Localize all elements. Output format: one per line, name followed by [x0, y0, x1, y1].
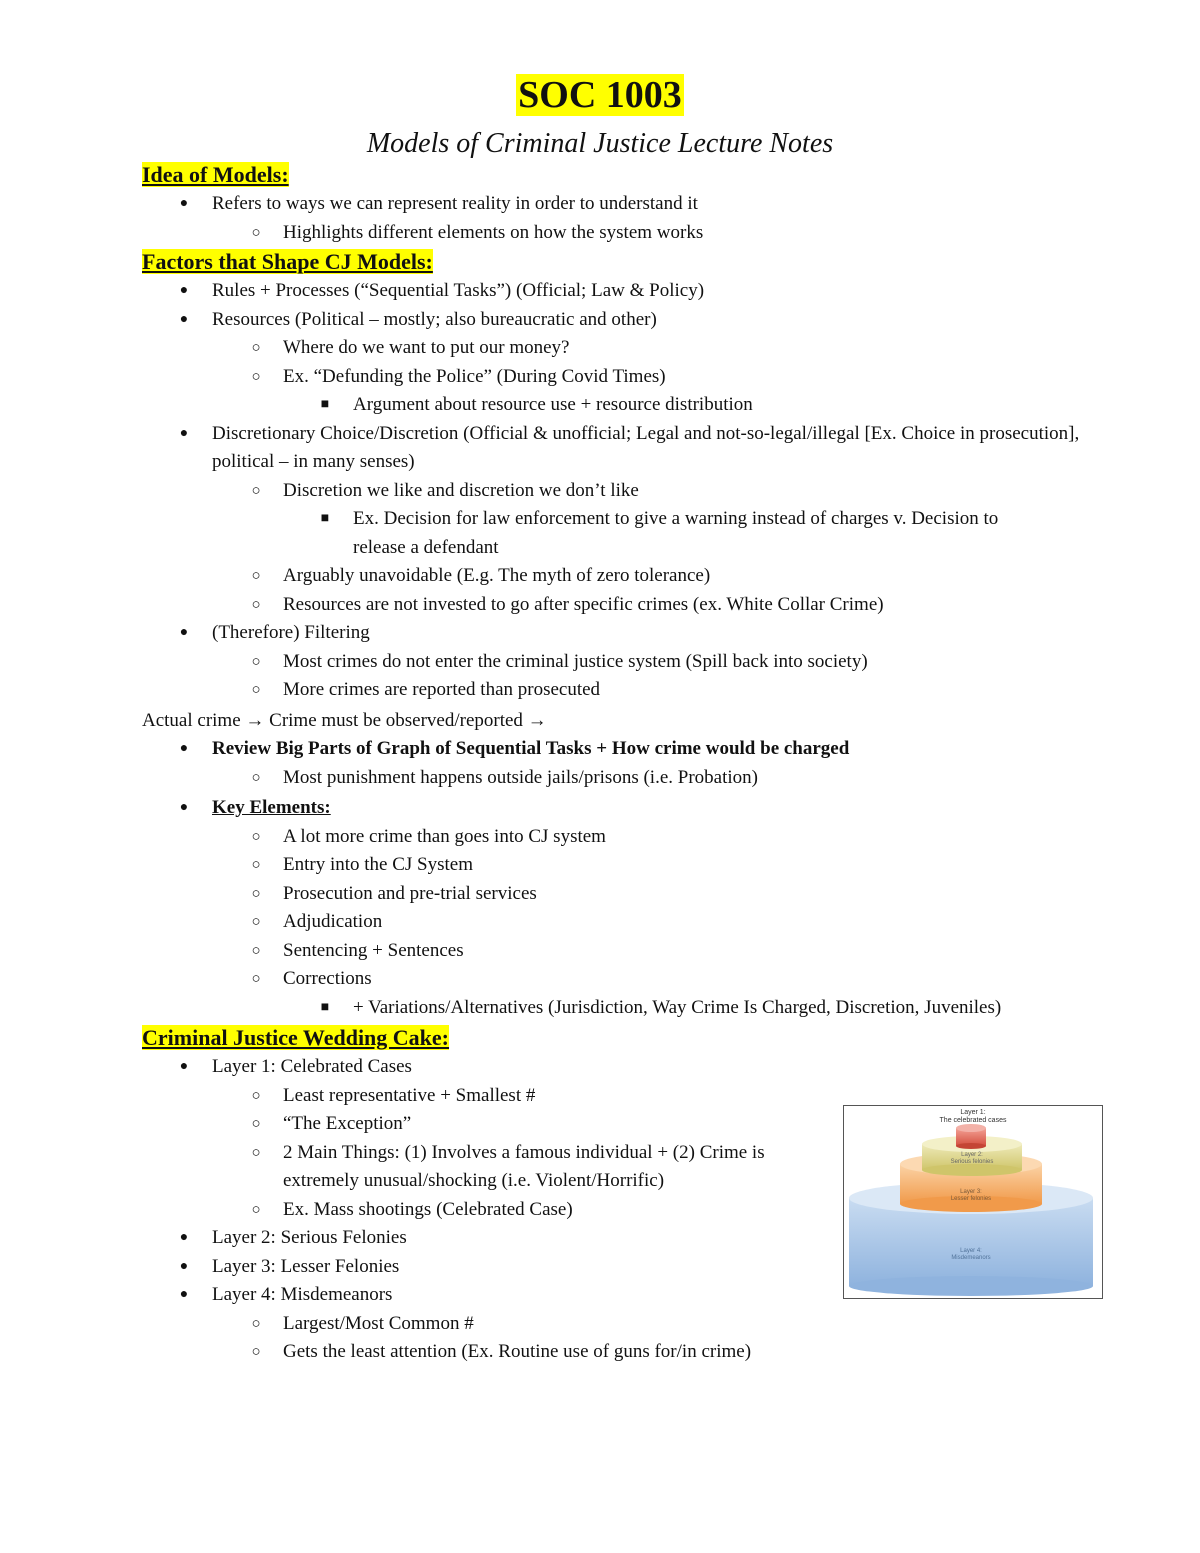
bullet-circle-icon: ○ [251, 942, 261, 959]
bullet-disc-icon: ● [179, 196, 189, 211]
heading-factors: Factors that Shape CJ Models: [142, 249, 433, 274]
list-item: ○ Where do we want to put our money? [142, 334, 1102, 363]
bullet-circle-icon: ○ [251, 340, 261, 356]
bullet-circle-icon: ○ [251, 1144, 261, 1161]
cake-layer-2-label: Layer 2: [961, 1152, 983, 1158]
cake-layer-1-label: Layer 1: [960, 1109, 986, 1116]
bullet-circle-icon: ○ [251, 568, 261, 584]
list-item: ○ Ex. Mass shootings (Celebrated Case) [142, 1196, 1102, 1225]
list-item: ● Layer 1: Celebrated Cases [142, 1053, 1102, 1082]
bullet-circle-icon: ○ [251, 368, 261, 385]
bullet-circle-icon: ○ [251, 769, 261, 786]
list-item: ● Layer 2: Serious Felonies [142, 1224, 1102, 1253]
list-item: ○ Most punishment happens outside jails/prisons (i.e. Probation) [142, 764, 1102, 793]
cake-layer-3-text: Lesser felonies [950, 1196, 992, 1202]
bullet-disc-icon: ● [179, 425, 189, 441]
heading-wedding-cake: Criminal Justice Wedding Cake: [142, 1025, 450, 1050]
bullet-disc-icon: ● [179, 283, 189, 298]
list-item: ● Resources (Political – mostly; also bureaucratic and other) [142, 306, 1102, 335]
list-item: ● Key Elements: [142, 794, 1102, 823]
list-item: ○ Discretion we like and discretion we don’t like [142, 477, 1102, 506]
bullet-square-icon: ■ [320, 999, 330, 1015]
cake-layer-1-text: The celebrated cases [939, 1117, 1007, 1124]
list-item: ○ Resources are not invested to go after specific crimes (ex. White Collar Crime) [142, 591, 1102, 620]
cake-tier-1 [956, 1124, 986, 1149]
list-item: ■ Ex. Decision for law enforcement to give a warning instead of charges v. Decision to release a defendant [142, 505, 1013, 562]
list-item: ○ Ex. “Defunding the Police” (During Covid Times) [142, 363, 1102, 392]
wedding-cake-diagram [844, 1106, 1102, 1298]
bullet-disc-icon: ● [179, 1230, 189, 1245]
bullet-circle-icon: ○ [251, 1344, 261, 1360]
list-item: ○ Adjudication [142, 908, 1102, 937]
list-item: ● Layer 3: Lesser Felonies [142, 1253, 1102, 1282]
bullet-circle-icon: ○ [251, 1201, 261, 1218]
bullet-disc-icon: ● [179, 625, 189, 640]
list-item: ○ Largest/Most Common # [142, 1310, 1102, 1339]
flow-text: Actual crime → Crime must be observed/reported → [142, 709, 547, 731]
bullet-circle-icon: ○ [251, 1087, 261, 1104]
bullet-disc-icon: ● [179, 1287, 189, 1302]
cake-layer-3-label: Layer 3: [960, 1189, 982, 1195]
bullet-disc-icon: ● [179, 1059, 189, 1074]
bullet-disc-icon: ● [179, 311, 189, 327]
bullet-circle-icon: ○ [251, 971, 261, 987]
list-item: ○ “The Exception” [142, 1110, 1102, 1139]
page-subtitle: Models of Criminal Justice Lecture Notes [366, 128, 834, 159]
list-item: ○ Least representative + Smallest # [142, 1082, 1102, 1111]
page-title: SOC 1003 [518, 74, 682, 116]
list-item: ○ A lot more crime than goes into CJ system [142, 823, 1102, 852]
list-item: ● Rules + Processes (“Sequential Tasks”) (Official; Law & Policy) [142, 277, 1102, 306]
list-item: ○ Most crimes do not enter the criminal justice system (Spill back into society) [142, 648, 1102, 677]
cake-layer-2-text: Serious felonies [950, 1159, 994, 1165]
list-item: ○ Highlights different elements on how the system works [142, 219, 1102, 248]
cake-layer-4-text: Misdemeanors [951, 1255, 991, 1261]
bullet-square-icon: ■ [320, 511, 330, 526]
heading-idea-of-models: Idea of Models: [142, 162, 289, 187]
bullet-circle-icon: ○ [251, 596, 261, 613]
bullet-circle-icon: ○ [251, 482, 261, 499]
bullet-circle-icon: ○ [251, 885, 261, 902]
list-item: ○ More crimes are reported than prosecuted [142, 676, 1102, 705]
list-item: ○ Corrections [142, 965, 1102, 994]
list-item: ● Discretionary Choice/Discretion (Official & unofficial; Legal and not-so-legal/illegal [Ex. Choice in prosecution], political – in many senses) [142, 420, 1102, 477]
bullet-circle-icon: ○ [251, 1315, 261, 1332]
list-item: ○ Gets the least attention (Ex. Routine use of guns for/in crime) [142, 1338, 1102, 1367]
bullet-disc-icon: ● [179, 800, 189, 815]
list-item: ○ Arguably unavoidable (E.g. The myth of zero tolerance) [142, 562, 1102, 591]
bullet-circle-icon: ○ [251, 857, 261, 873]
bullet-circle-icon: ○ [251, 914, 261, 930]
list-item: ● Refers to ways we can represent reality in order to understand it [142, 190, 1102, 219]
list-item: ● (Therefore) Filtering [142, 619, 1102, 648]
list-item: ● Review Big Parts of Graph of Sequential Tasks + How crime would be charged [142, 735, 1102, 764]
list-item: ○ Entry into the CJ System [142, 851, 1102, 880]
list-item: ○ Prosecution and pre-trial services [142, 880, 1102, 909]
bullet-circle-icon: ○ [251, 653, 261, 670]
list-item: ■ Argument about resource use + resource distribution [142, 391, 1102, 420]
bullet-circle-icon: ○ [251, 828, 261, 845]
bullet-circle-icon: ○ [251, 224, 261, 241]
bullet-circle-icon: ○ [251, 1116, 261, 1132]
list-item: ■ + Variations/Alternatives (Jurisdiction, Way Crime Is Charged, Discretion, Juveniles) [142, 994, 1013, 1023]
cake-layer-4-label: Layer 4: [960, 1248, 982, 1254]
bullet-square-icon: ■ [320, 397, 330, 412]
bullet-disc-icon: ● [179, 1258, 189, 1274]
bullet-disc-icon: ● [179, 741, 189, 756]
list-item: ○ 2 Main Things: (1) Involves a famous individual + (2) Crime is extremely unusual/shocking (i.e. Violent/Horrific) [142, 1139, 823, 1196]
list-item: ○ Sentencing + Sentences [142, 937, 1102, 966]
bullet-circle-icon: ○ [251, 682, 261, 698]
list-item: ● Layer 4: Misdemeanors [142, 1281, 1102, 1310]
wedding-cake-image [843, 1105, 1103, 1299]
